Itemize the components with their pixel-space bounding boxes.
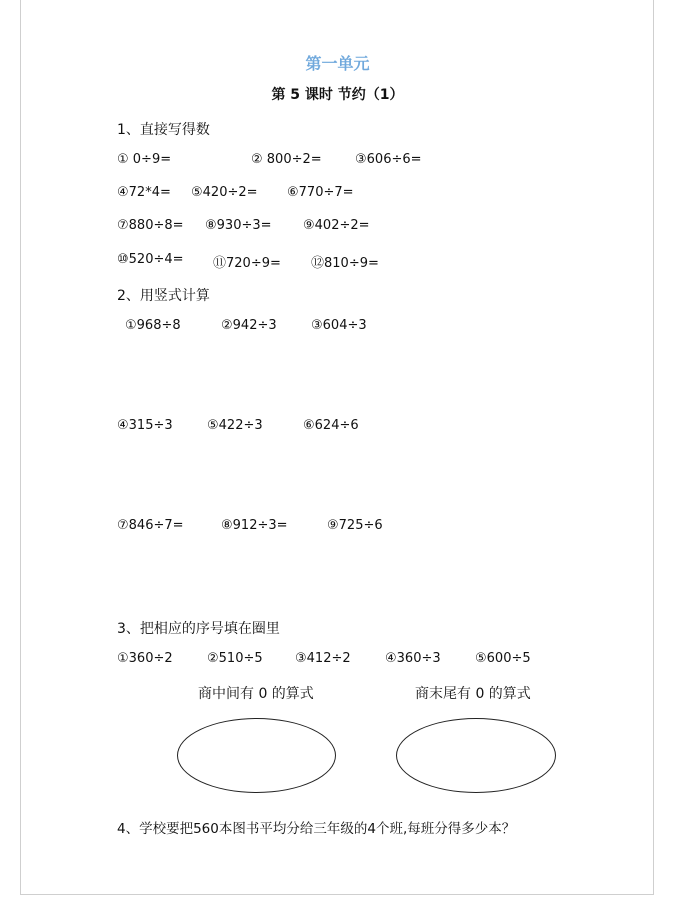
problem: ⑥624÷6 <box>303 418 359 433</box>
problem: ⑤422÷3 <box>207 418 263 433</box>
problem: ⑧930÷3= <box>205 218 272 233</box>
problem: ① 0÷9= <box>117 152 172 167</box>
problem: ⑦846÷7= <box>117 518 184 533</box>
section3-heading: 3、把相应的序号填在圈里 <box>117 621 280 637</box>
section2-heading: 2、用竖式计算 <box>117 288 210 304</box>
problem: ⑥770÷7= <box>287 185 354 200</box>
problem: ⑨402÷2= <box>303 218 370 233</box>
problem: ③606÷6= <box>355 152 422 167</box>
problem: ⑤420÷2= <box>191 185 258 200</box>
problem: ④72*4= <box>117 185 171 200</box>
answer-oval-end-zero[interactable] <box>396 718 556 793</box>
problem: ⑨725÷6 <box>327 518 383 533</box>
problem: ⑩520÷4= <box>117 252 184 267</box>
problem: ④315÷3 <box>117 418 173 433</box>
section1-heading: 1、直接写得数 <box>117 122 210 138</box>
problem: ①968÷8 <box>125 318 181 333</box>
problem: ⑧912÷3= <box>221 518 288 533</box>
problem: ⑫810÷9= <box>311 256 379 271</box>
circle-label-end-zero: 商末尾有 0 的算式 <box>415 686 531 702</box>
expression-item: ①360÷2 <box>117 651 173 666</box>
word-problem-question: 4、学校要把560本图书平均分给三年级的4个班,每班分得多少本？ <box>117 821 516 837</box>
answer-oval-middle-zero[interactable] <box>177 718 336 793</box>
expression-item: ④360÷3 <box>385 651 441 666</box>
unit-title: 第一单元 <box>305 54 370 73</box>
problem: ⑪720÷9= <box>213 256 281 271</box>
circle-label-middle-zero: 商中间有 0 的算式 <box>198 686 314 702</box>
expression-item: ③412÷2 <box>295 651 351 666</box>
problem: ③604÷3 <box>311 318 367 333</box>
worksheet-page <box>20 0 654 895</box>
expression-item: ②510÷5 <box>207 651 263 666</box>
lesson-title: 第 5 课时 节约（1） <box>271 87 404 103</box>
problem: ⑦880÷8= <box>117 218 184 233</box>
problem: ② 800÷2= <box>251 152 322 167</box>
expression-item: ⑤600÷5 <box>475 651 531 666</box>
problem: ②942÷3 <box>221 318 277 333</box>
